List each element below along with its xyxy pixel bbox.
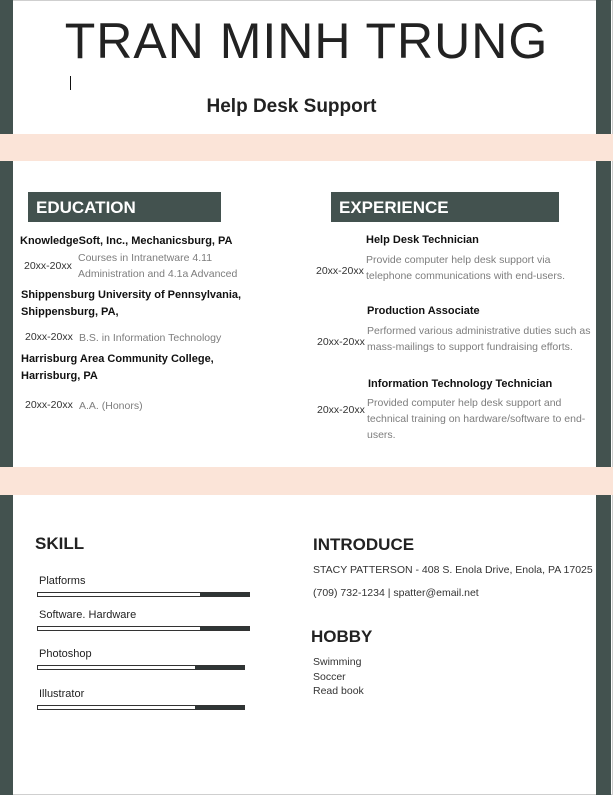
left-accent-bar <box>0 0 13 795</box>
hobby-item[interactable]: Swimming <box>313 656 362 668</box>
skill-bar-fill <box>195 706 244 709</box>
skill-label[interactable]: Platforms <box>39 575 86 587</box>
introduce-heading[interactable]: INTRODUCE <box>313 535 415 554</box>
skill-bar <box>37 592 250 597</box>
skill-bar <box>37 705 245 710</box>
experience-description[interactable]: Provide computer help desk support via telephone communications with end-users. <box>366 254 566 282</box>
skill-bar-fill <box>200 593 249 596</box>
person-name[interactable]: TRAN MINH TRUNG <box>64 13 549 69</box>
text-cursor <box>70 76 71 90</box>
education-school[interactable]: KnowledgeSoft, Inc., Mechanicsburg, PA <box>20 235 233 247</box>
education-school[interactable]: Shippensburg University of Pennsylvania, Shippensburg, PA, <box>21 289 242 318</box>
skill-label[interactable]: Software. Hardware <box>39 609 137 621</box>
education-description[interactable]: A.A. (Honors) <box>79 400 143 412</box>
education-date[interactable]: 20xx-20xx <box>25 331 73 343</box>
skill-bar-fill <box>195 666 244 669</box>
education-heading[interactable]: EDUCATION <box>28 192 221 222</box>
experience-date[interactable]: 20xx-20xx <box>317 404 365 416</box>
education-description[interactable]: B.S. in Information Technology <box>79 332 222 344</box>
skill-bar <box>37 626 250 631</box>
right-accent-bar <box>596 0 611 795</box>
experience-heading[interactable]: EXPERIENCE <box>331 192 559 222</box>
middle-divider-band <box>0 467 613 495</box>
skill-bar <box>37 665 245 670</box>
experience-date[interactable]: 20xx-20xx <box>316 265 364 277</box>
experience-description[interactable]: Performed various administrative duties such as mass-mailings to support fundraising efforts. <box>367 325 591 353</box>
hobby-item[interactable]: Read book <box>313 685 364 697</box>
experience-title[interactable]: Help Desk Technician <box>366 234 479 246</box>
experience-date[interactable]: 20xx-20xx <box>317 336 365 348</box>
job-title[interactable]: Help Desk Support <box>206 96 377 117</box>
education-school[interactable]: Harrisburg Area Community College, Harrisburg, PA <box>21 353 214 382</box>
experience-title[interactable]: Production Associate <box>367 305 480 317</box>
skill-label[interactable]: Illustrator <box>39 688 85 700</box>
introduce-address[interactable]: STACY PATTERSON - 408 S. Enola Drive, Enola, PA 17025 <box>313 564 593 576</box>
experience-title[interactable]: Information Technology Technician <box>368 378 553 390</box>
education-date[interactable]: 20xx-20xx <box>25 399 73 411</box>
hobby-heading[interactable]: HOBBY <box>311 627 373 646</box>
skill-heading[interactable]: SKILL <box>35 534 85 553</box>
introduce-contact[interactable]: (709) 732-1234 | spatter@email.net <box>313 587 479 599</box>
top-divider-band <box>0 134 613 161</box>
experience-description[interactable]: Provided computer help desk support and technical training on hardware/software to end-users. <box>367 397 586 441</box>
skill-label[interactable]: Photoshop <box>39 648 92 660</box>
skill-bar-fill <box>200 627 249 630</box>
education-date[interactable]: 20xx-20xx <box>24 260 72 272</box>
hobby-item[interactable]: Soccer <box>313 671 346 683</box>
education-description[interactable]: Courses in Intranetware 4.11 Administration and 4.1a Advanced <box>78 252 238 280</box>
